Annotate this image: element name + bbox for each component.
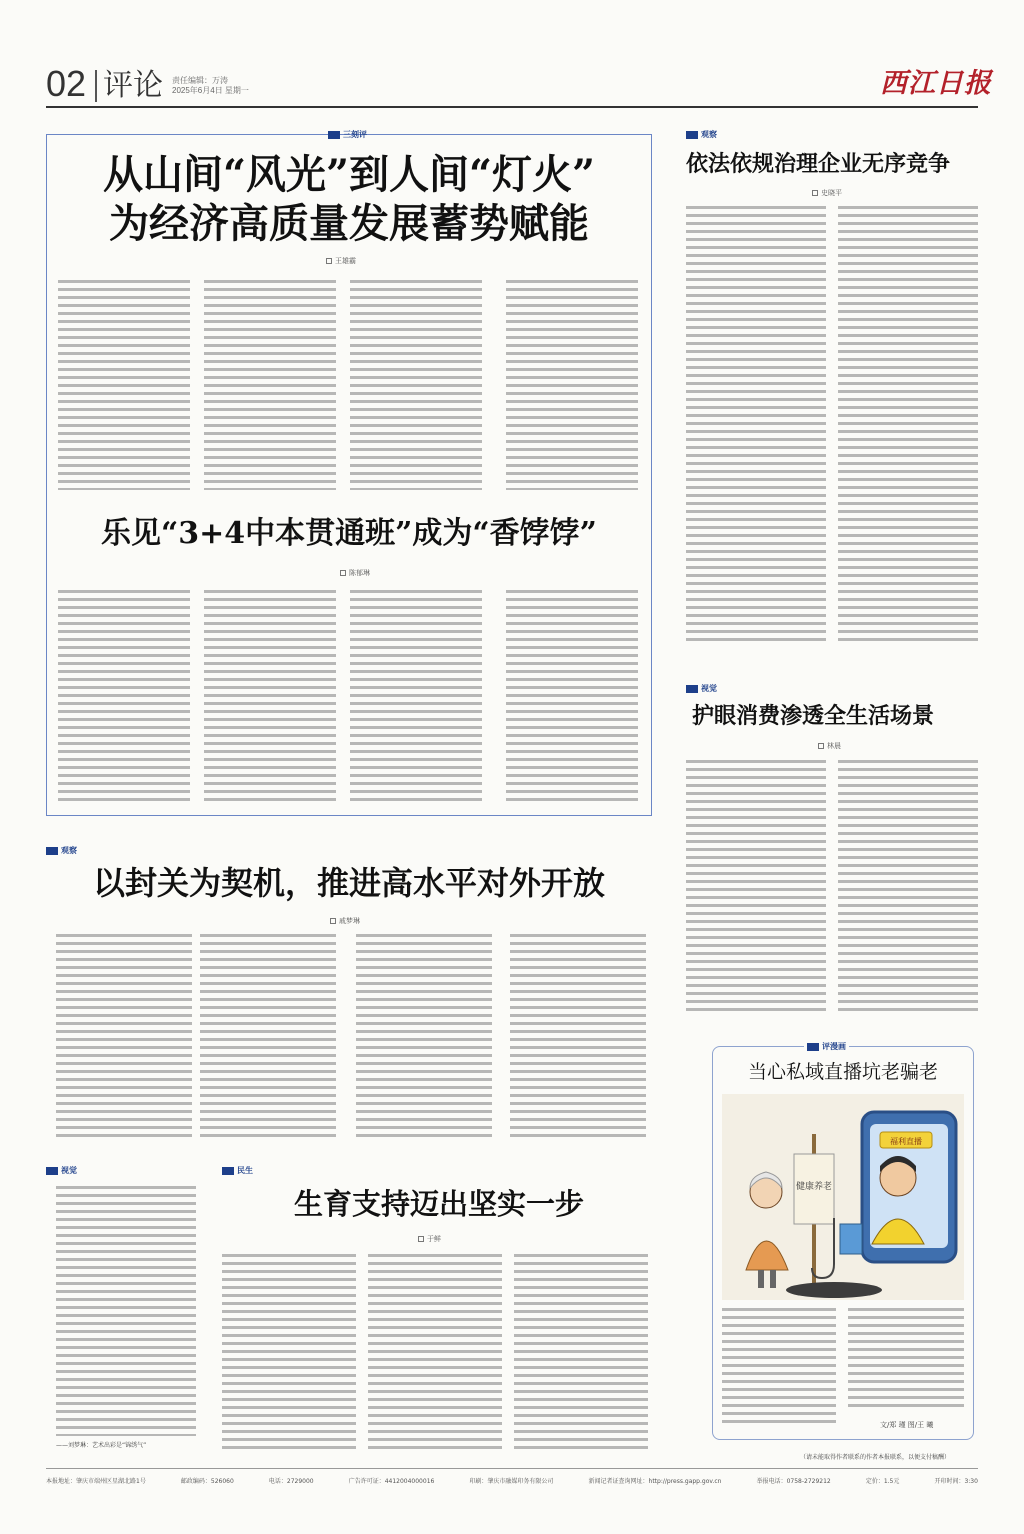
article6-credit: ——刘梦琳：艺术出彩是“锦绣气” (56, 1442, 147, 1449)
tag-label: 评漫画 (822, 1042, 846, 1051)
tag-block-icon (46, 847, 58, 855)
cartoon-sign-text: 福利直播 (890, 1137, 922, 1146)
tag-block-icon (686, 131, 698, 139)
column-tag (46, 1166, 77, 1175)
cartoon-headline: 当心私域直播坑老骗老 (747, 1061, 938, 1083)
article3-body-column (838, 206, 978, 646)
article7-body-column (222, 1254, 356, 1454)
article5-body-column (356, 934, 492, 1140)
article1-body-column (506, 280, 638, 490)
byline-author: 戚梦琳 (339, 917, 360, 925)
tag-block-icon (46, 1167, 58, 1175)
article5-body-column (200, 934, 336, 1140)
headline-article7: 生育支持迈出坚实一步 (293, 1187, 584, 1221)
article1-body-column (204, 280, 336, 490)
newspaper-brand: 西江日报 (880, 68, 992, 99)
byline-article2 (340, 568, 370, 578)
payment-notice: （请未能取得作者联系的作者本报联系，以便支付稿酬） (800, 1454, 951, 1461)
editor-info: 责任编辑：万涛 (172, 76, 228, 85)
masthead-rule (46, 106, 978, 108)
headline-article1-line1: 从山间“风光”到人间“灯火” (102, 151, 596, 198)
tag-label: 视觉 (61, 1166, 77, 1175)
cartoon-drawing-text: 健康养老 (795, 1182, 833, 1192)
article2-body-column (350, 590, 482, 804)
article4-body-column (686, 760, 826, 1016)
column-tag (804, 1042, 849, 1051)
footer-hours: 开印时间：3:30 (934, 1478, 978, 1485)
section-title: 评论 (103, 68, 163, 103)
page-number: 02 (46, 63, 87, 104)
byline-author: 史晓平 (821, 189, 842, 197)
article1-body-column (58, 280, 190, 490)
article4-body-column (838, 760, 978, 1016)
article5-body-column (510, 934, 646, 1140)
byline-author: 林晨 (827, 742, 841, 750)
byline-square-icon (818, 743, 824, 749)
article3-body-column (686, 206, 826, 646)
footer-website: 新闻记者证查询网址：http://press.gapp.gov.cn (588, 1478, 722, 1485)
byline-square-icon (340, 570, 346, 576)
article7-body-column (368, 1254, 502, 1454)
footer-postcode: 邮政编码：526060 (180, 1478, 234, 1485)
article6-body-column (56, 1186, 196, 1436)
article2-body-column (204, 590, 336, 804)
tag-block-icon (686, 685, 698, 693)
headline-article4: 护眼消费渗透全生活场景 (692, 703, 935, 729)
article7-body-column (514, 1254, 648, 1454)
footer-rule (46, 1468, 978, 1469)
headline-article2: 乐见“3+4中本贯通班”成为“香饽饽” (101, 516, 597, 551)
tag-label: 民生 (237, 1166, 253, 1175)
byline-square-icon (418, 1236, 424, 1242)
cartoon-caption-column (722, 1308, 836, 1428)
tag-block-icon (222, 1167, 234, 1175)
footer-license: 广告许可证：4412004000016 (348, 1478, 435, 1485)
footer-printer: 印刷：肇庆市融媒印务有限公司 (469, 1478, 554, 1485)
byline-square-icon (812, 190, 818, 196)
edition-meta (172, 76, 249, 96)
footer-hotline: 举报电话：0758-2729212 (756, 1478, 831, 1485)
footer-bar (46, 1476, 978, 1485)
byline-article7 (418, 1234, 441, 1244)
tag-label: 观察 (701, 130, 717, 139)
headline-article3: 依法依规治理企业无序竞争 (686, 151, 951, 177)
article1-body-column (350, 280, 482, 490)
tag-block-icon (807, 1043, 819, 1051)
footer-address: 本报地址：肇庆市端州区星湖北路1号 (46, 1478, 146, 1485)
cartoon-illustration (722, 1094, 964, 1300)
footer-price: 定价：1.5元 (865, 1478, 900, 1485)
column-tag (222, 1166, 253, 1175)
byline-square-icon (330, 918, 336, 924)
cartoon-caption-column (848, 1308, 964, 1408)
byline-article4 (818, 741, 841, 751)
byline-author: 于鲜 (427, 1235, 441, 1243)
byline-author: 王雄霸 (335, 257, 356, 265)
edition-date: 2025年6月4日 星期一 (172, 86, 249, 95)
headline-article1-line2: 为经济高质量发展蓄势赋能 (109, 200, 589, 247)
footer-phone: 电话：2729000 (268, 1478, 314, 1485)
tag-label: 观察 (61, 846, 77, 855)
column-tag (328, 130, 367, 139)
tag-label: 视觉 (701, 684, 717, 693)
column-tag (46, 846, 77, 855)
byline-article1 (326, 256, 356, 266)
cartoon-author-credit: 文/郑 瑾 图/王 曦 (880, 1421, 934, 1429)
masthead-divider (95, 70, 97, 102)
article2-body-column (506, 590, 638, 804)
article2-body-column (58, 590, 190, 804)
tag-block-icon (328, 131, 340, 139)
byline-square-icon (326, 258, 332, 264)
byline-author: 陈郁琳 (349, 569, 370, 577)
column-tag (686, 684, 717, 693)
headline-article5: 以封关为契机，推进高水平对外开放 (92, 864, 605, 902)
tag-label: 三刻评 (343, 130, 367, 139)
column-tag (686, 130, 717, 139)
article5-body-column (56, 934, 192, 1140)
byline-article5 (330, 916, 360, 926)
byline-article3 (812, 188, 842, 198)
